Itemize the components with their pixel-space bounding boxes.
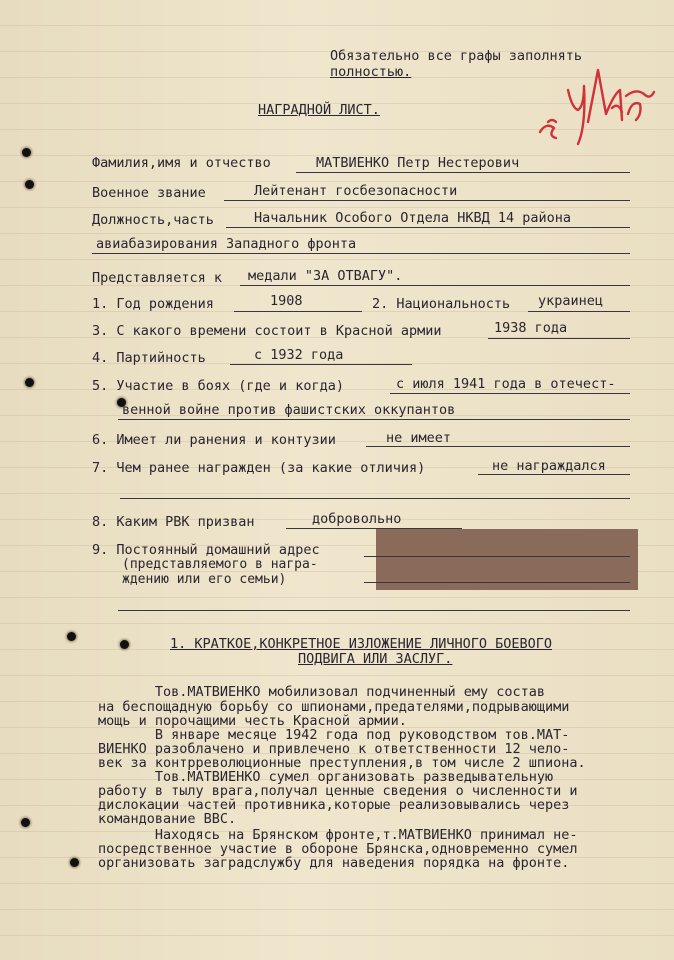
q8-value: добровольно <box>312 511 402 527</box>
position-underline <box>226 227 630 228</box>
section-heading-line2: ПОДВИГА ИЛИ ЗАСЛУГ. <box>298 651 453 667</box>
q2-value: украинец <box>538 293 604 309</box>
q9-label-line2: (представляемого в награ- <box>122 557 318 572</box>
q4-label: 4. Партийность <box>92 350 206 366</box>
position-value-line2: авиабазирования Западного фронта <box>96 236 357 252</box>
q9-label-line1: 9. Постоянный домашний адрес <box>92 542 320 558</box>
body-line: век за контрреволюционные преступления,в том числе 2 шпиона. <box>98 755 586 771</box>
q1-label: 1. Год рождения <box>92 296 214 312</box>
body-line: мощь и порочащими честь Красной армии. <box>98 713 407 729</box>
body-line: Тов.МАТВИЕНКО сумел организовать разведывательную <box>98 769 554 785</box>
instruction-line-1: Обязательно все графы заполнять <box>330 48 582 64</box>
instruction-line-2: полностью. <box>330 64 412 80</box>
q4-value: с 1932 года <box>254 347 344 363</box>
name-underline <box>296 172 630 173</box>
q8-label: 8. Каким РВК призван <box>92 514 255 530</box>
body-line: ВИЕНКО разоблачено и привлечено к ответственности 12 чело- <box>98 741 570 757</box>
rank-value: Лейтенант госбезопасности <box>254 183 458 199</box>
name-value: МАТВИЕНКО Петр Нестерович <box>316 155 520 171</box>
punch-hole <box>25 378 34 387</box>
punch-hole <box>21 818 30 827</box>
q6-value: не имеет <box>386 430 452 446</box>
award-label: Представляется к <box>92 270 223 286</box>
punch-hole <box>70 858 79 867</box>
q9-underline-2 <box>364 582 630 583</box>
q3-value: 1938 года <box>494 320 568 336</box>
q3-underline <box>488 338 630 339</box>
q6-label: 6. Имеет ли ранения и контузии <box>92 432 336 448</box>
body-line: командование ВВС. <box>98 811 237 827</box>
document-title: НАГРАДНОЙ ЛИСТ. <box>258 102 380 118</box>
body-line: работу в тылу врага,получал ценные сведения о численности и <box>98 783 578 799</box>
q2-underline <box>528 311 630 312</box>
punch-hole <box>120 640 129 649</box>
position-underline-2 <box>92 253 630 254</box>
punch-hole <box>67 632 76 641</box>
body-line: Тов.МАТВИЕНКО мобилизовал подчиненный ему состав <box>98 684 546 700</box>
q5-value-line1: с июля 1941 года в отечест- <box>396 376 616 392</box>
q3-label: 3. С какого времени состоит в Красной армии <box>92 323 442 339</box>
body-line: посредственное участие в обороне Брянска,одновременно сумел <box>98 841 578 857</box>
red-signature <box>530 62 660 152</box>
q5-underline-2 <box>118 419 630 420</box>
name-label: Фамилия,имя и отчество <box>92 155 271 171</box>
q9-underline <box>364 556 630 557</box>
section-heading-line1: 1. КРАТКОЕ,КОНКРЕТНОЕ ИЗЛОЖЕНИЕ ЛИЧНОГО БОЕВОГО <box>170 636 553 652</box>
q7-underline-2 <box>120 498 630 499</box>
rank-label: Военное звание <box>92 185 206 201</box>
q1-value: 1908 <box>270 293 303 309</box>
position-label: Должность,часть <box>92 212 214 228</box>
q9-underline-3 <box>118 610 630 611</box>
q7-value: не награждался <box>492 458 606 474</box>
q4-underline <box>230 364 412 365</box>
q6-underline <box>366 446 630 447</box>
address-redaction <box>376 529 638 590</box>
q5-value-line2: венной войне против фашистских оккупантов <box>122 402 456 418</box>
rank-underline <box>224 200 630 201</box>
body-line: дислокации частей противника,которые реализовывались через <box>98 797 570 813</box>
q5-label: 5. Участие в боях (где и когда) <box>92 378 344 394</box>
body-line: организовать заградслужбу для наведения порядка на фронте. <box>98 855 570 871</box>
punch-hole <box>22 148 31 157</box>
body-line: В январе месяце 1942 года под руководством тов.МАТ- <box>98 727 570 743</box>
q7-underline <box>478 474 630 475</box>
q5-underline <box>390 393 630 394</box>
q9-label-line3: ждению или его семьи) <box>122 572 287 587</box>
body-line: Находясь на Брянском фронте,т.МАТВИЕНКО принимал не- <box>98 827 578 843</box>
body-line: на беспощадную борьбу со шпионами,предателями,подрывающими <box>98 699 570 715</box>
punch-hole <box>25 180 34 189</box>
q2-label: 2. Национальность <box>372 296 511 312</box>
award-underline <box>240 285 630 286</box>
position-value-line1: Начальник Особого Отдела НКВД 14 района <box>254 210 571 226</box>
award-value: медали "ЗА ОТВАГУ". <box>248 268 403 284</box>
q7-label: 7. Чем ранее награжден (за какие отличия) <box>92 460 426 476</box>
q1-underline <box>234 311 362 312</box>
